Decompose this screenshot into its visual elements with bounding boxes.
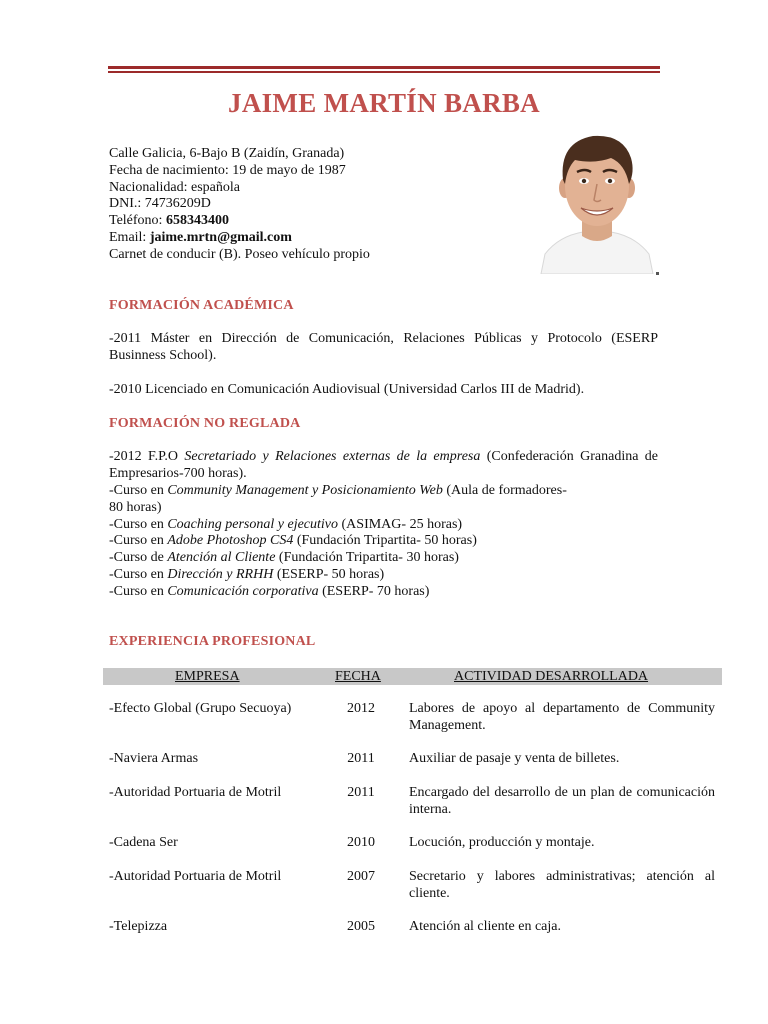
course-prefix: -Curso en: [109, 516, 168, 532]
contact-phone-line: [109, 213, 529, 230]
contact-address: Calle Galicia, 6-Bajo B (Zaidín, Granada): [109, 146, 345, 161]
photo-mark: [656, 272, 659, 275]
contact-email-line: [109, 230, 529, 247]
cell-actividad: Atención al cliente en caja.: [409, 919, 561, 934]
course-prefix: -Curso de: [109, 550, 168, 566]
cell-actividad: Auxiliar de pasaje y venta de billetes.: [409, 751, 620, 766]
course-list: [109, 483, 658, 601]
column-header-fecha: FECHA: [335, 669, 381, 684]
cell-empresa: -Cadena Ser: [109, 835, 178, 850]
cell-fecha: 2005: [347, 919, 375, 934]
section-title-formacion-no-reglada: FORMACIÓN NO REGLADA: [109, 416, 301, 431]
cell-empresa: -Naviera Armas: [109, 751, 199, 766]
education-item: -2010 Licenciado en Comunicación Audiovisual (Universidad Carlos III de Madrid).: [109, 382, 585, 397]
column-header-empresa: EMPRESA: [175, 669, 240, 684]
course-fpo-suffix: (Confederación Granadina de Empresarios-700 horas).: [109, 449, 658, 481]
cell-actividad: Secretario y labores administrativas; atención al cliente.: [409, 869, 715, 901]
cell-fecha: 2007: [347, 869, 375, 884]
contact-license: Carnet de conducir (B). Poseo vehículo propio: [109, 246, 370, 262]
cell-fecha: 2010: [347, 835, 375, 850]
cell-fecha: 2011: [347, 751, 375, 766]
course-suffix: (Fundación Tripartita- 50 horas): [293, 533, 477, 549]
course-name: Atención al Cliente: [167, 550, 276, 566]
course-item: [109, 567, 658, 584]
course-name: Comunicación corporativa: [167, 583, 319, 599]
contact-phone-label: Teléfono:: [109, 213, 166, 229]
course-name: Dirección y RRHH: [167, 566, 274, 582]
course-name: Community Management y Posicionamiento Web: [167, 483, 443, 498]
contact-block: [109, 146, 529, 264]
top-rule: [108, 66, 660, 74]
contact-birth: Fecha de nacimiento: 19 de mayo de 1987: [109, 162, 346, 178]
cell-actividad: Labores de apoyo al departamento de Community Management.: [409, 701, 715, 733]
course-prefix: -Curso en: [109, 583, 168, 599]
cv-name: JAIME MARTÍN BARBA: [228, 88, 540, 118]
course-suffix: (ESERP- 70 horas): [318, 583, 430, 599]
course-item: [109, 550, 658, 567]
section-title-experiencia: EXPERIENCIA PROFESIONAL: [109, 634, 316, 649]
cell-empresa: -Telepizza: [109, 919, 168, 934]
portrait-illustration: [535, 128, 659, 274]
course-name: Adobe Photoshop CS4: [167, 533, 294, 549]
course-fpo-prefix: -2012 F.P.O: [109, 449, 185, 464]
contact-phone: 658343400: [165, 213, 229, 229]
course-item: [109, 533, 658, 550]
cell-empresa: -Autoridad Portuaria de Motril: [109, 869, 282, 884]
cell-actividad: Locución, producción y montaje.: [409, 835, 595, 850]
course-fpo: [109, 449, 658, 483]
course-prefix: -Curso en: [109, 533, 168, 549]
section-title-formacion-academica: FORMACIÓN ACADÉMICA: [109, 298, 294, 313]
cell-fecha: 2011: [347, 785, 375, 800]
course-fpo-name: Secretariado y Relaciones externas de la empresa: [184, 449, 481, 464]
course-item-continuation: 80 horas): [109, 499, 162, 515]
cell-empresa: -Autoridad Portuaria de Motril: [109, 785, 282, 800]
course-suffix: (Fundación Tripartita- 30 horas): [275, 550, 459, 566]
cell-empresa: -Efecto Global (Grupo Secuoya): [109, 701, 292, 716]
cell-fecha: 2012: [347, 701, 375, 716]
course-item: [109, 584, 658, 601]
course-suffix: (ESERP- 50 horas): [273, 566, 385, 582]
education-item: -2011 Máster en Dirección de Comunicación, Relaciones Públicas y Protocolo (ESERP Businness School).: [109, 331, 658, 363]
contact-email: jaime.mrtn@gmail.com: [149, 229, 292, 245]
experience-table-header: [103, 668, 722, 685]
contact-dni: DNI.: 74736209D: [109, 196, 211, 212]
contact-nationality: Nacionalidad: española: [109, 179, 241, 195]
column-header-actividad: ACTIVIDAD DESARROLLADA: [454, 669, 649, 684]
course-item: [109, 483, 658, 500]
profile-photo: [535, 128, 659, 274]
course-suffix: (ASIMAG- 25 horas): [338, 516, 463, 532]
course-item: [109, 517, 658, 534]
course-prefix: -Curso en: [109, 566, 168, 582]
top-rule-thick: [108, 66, 660, 69]
course-name: Coaching personal y ejecutivo: [167, 516, 339, 532]
contact-email-label: Email:: [109, 229, 150, 245]
top-rule-thin: [108, 71, 660, 73]
cell-actividad: Encargado del desarrollo de un plan de comunicación interna.: [409, 785, 715, 817]
course-suffix: (Aula de formadores-: [442, 483, 567, 498]
course-prefix: -Curso en: [109, 483, 168, 498]
